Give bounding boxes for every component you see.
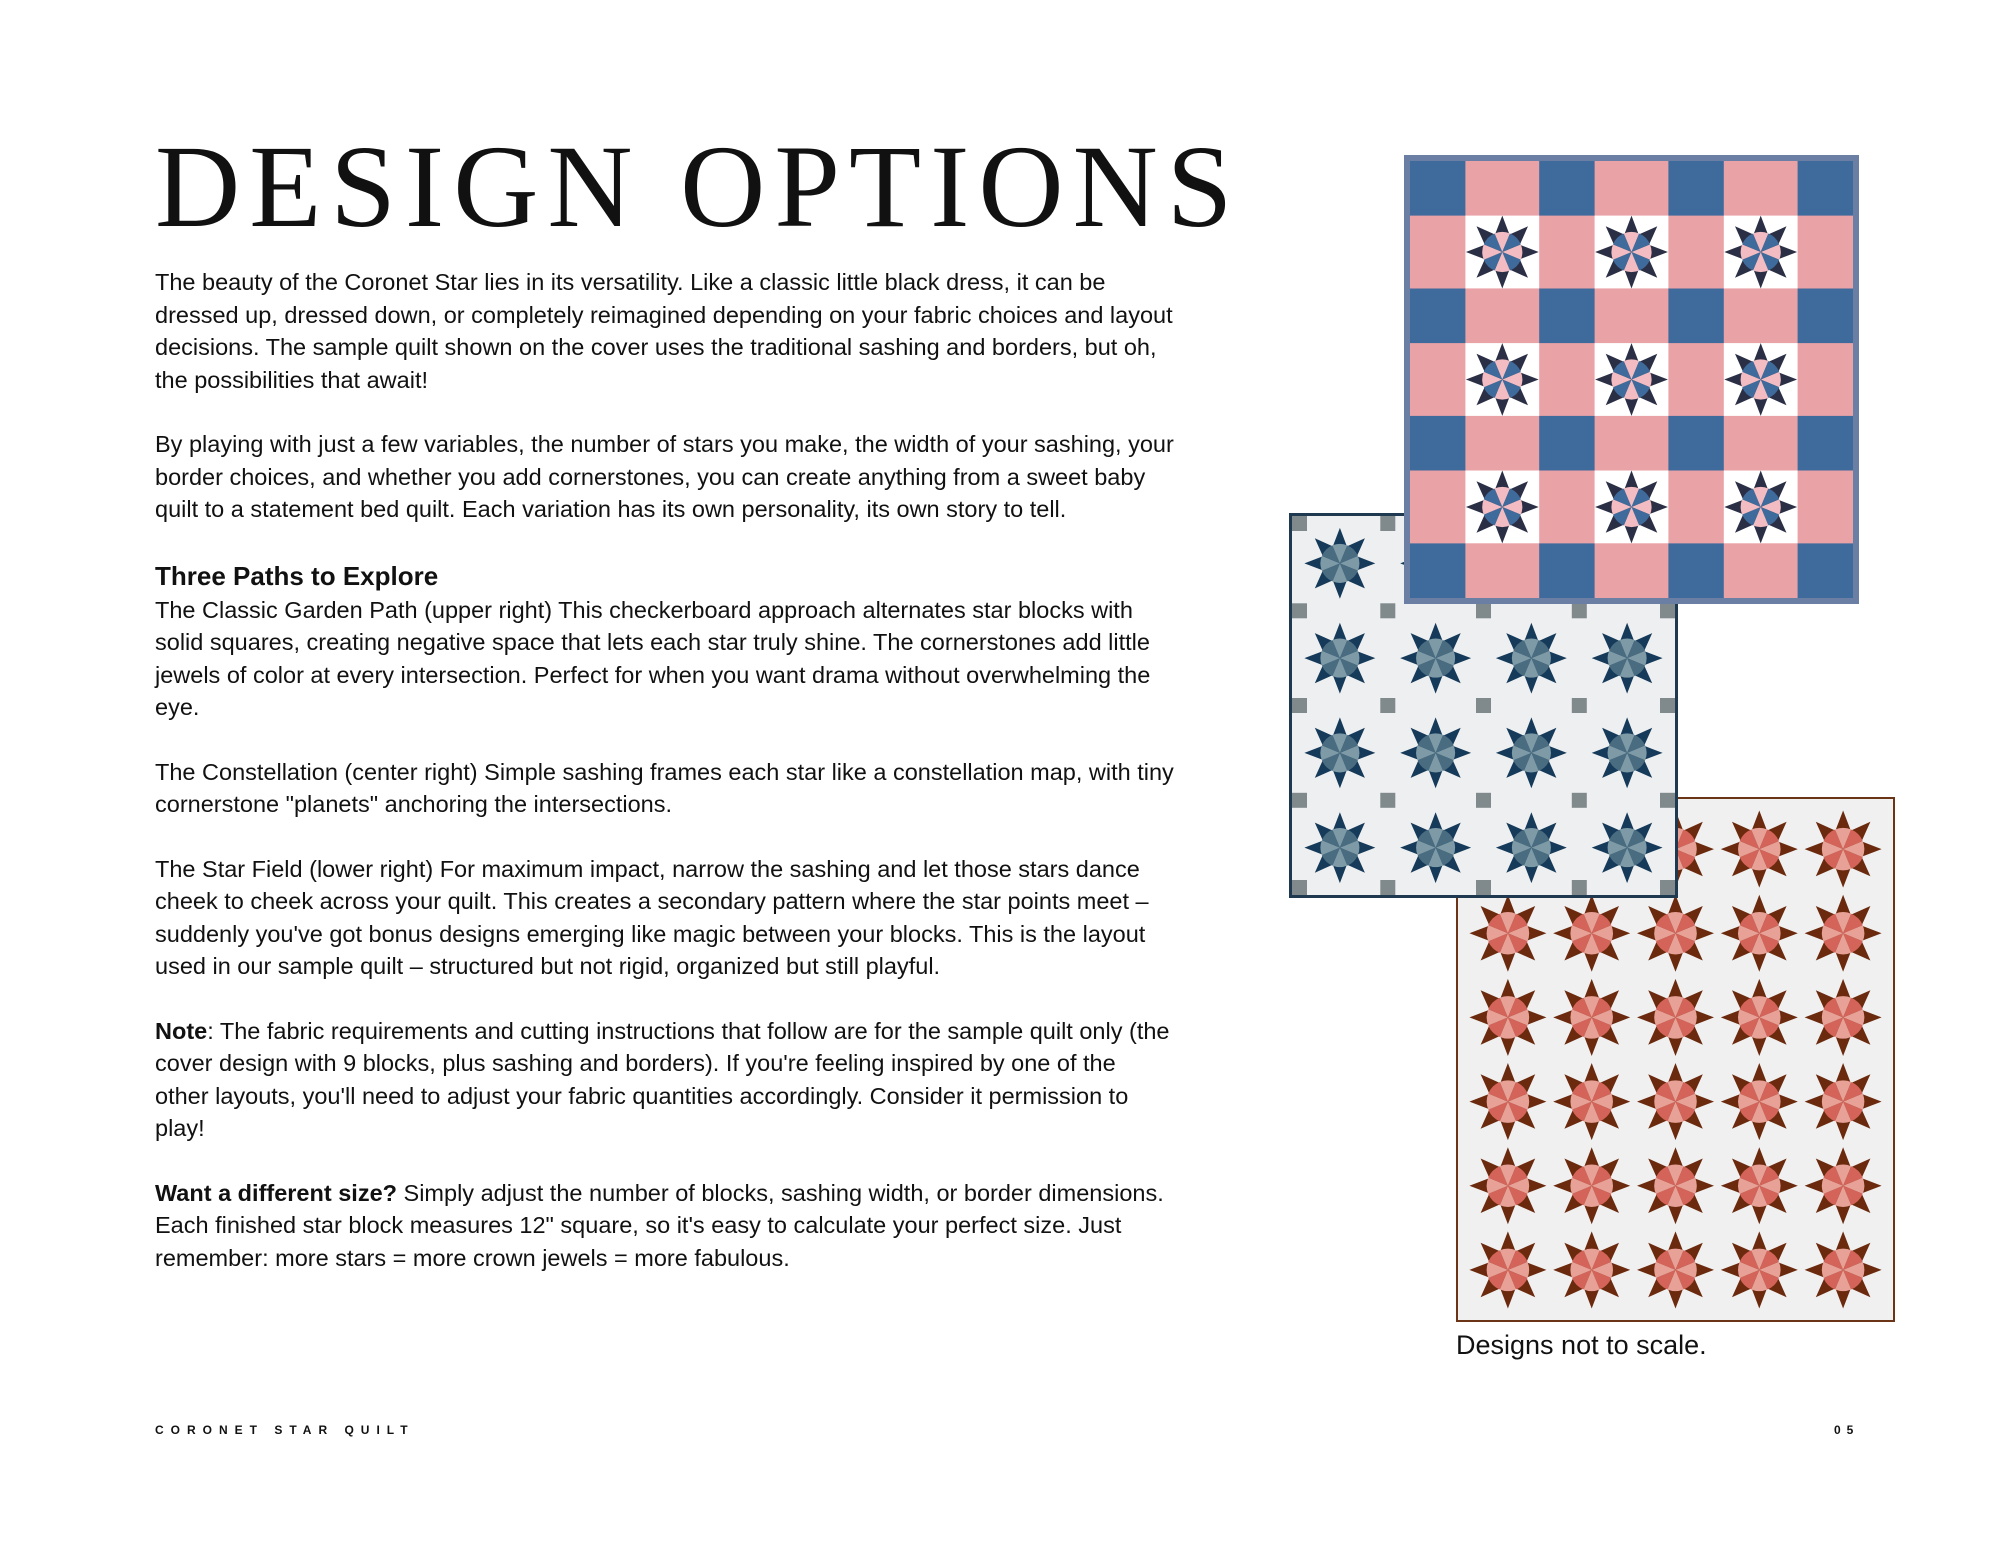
cornerstone bbox=[1660, 603, 1675, 618]
star-block bbox=[1469, 979, 1546, 1056]
star-block bbox=[1304, 717, 1375, 788]
star-block bbox=[1553, 1147, 1630, 1224]
cornerstone bbox=[1539, 161, 1594, 216]
cornerstone bbox=[1660, 698, 1675, 713]
star-block bbox=[1469, 1063, 1546, 1140]
star-block bbox=[1466, 471, 1539, 544]
star-block bbox=[1592, 717, 1663, 788]
star-block bbox=[1469, 1231, 1546, 1308]
cornerstone bbox=[1410, 543, 1465, 598]
intro-paragraph-1: The beauty of the Coronet Star lies in its versatility. Like a classic little black dress, it can be dressed up, dressed down, or completely reimagined depending on your fabric choices and layout decisions. The sample quilt shown on the cover uses the traditional sashing and borders, but oh, the possibilities that await! bbox=[155, 269, 1173, 393]
star-block bbox=[1805, 1147, 1882, 1224]
star-block bbox=[1595, 343, 1668, 416]
cornerstone bbox=[1476, 793, 1491, 808]
star-block bbox=[1469, 895, 1546, 972]
cornerstone bbox=[1476, 603, 1491, 618]
star-block bbox=[1496, 717, 1567, 788]
note-text: : The fabric requirements and cutting instructions that follow are for the sample quilt only (the cover design with 9 blocks, plus sashing and borders). If you're feeling inspired by one of the other layouts, you'll need to adjust your fabric quantities accordingly. Consider it permission to play! bbox=[155, 1017, 1170, 1141]
cornerstone bbox=[1572, 603, 1587, 618]
cornerstone bbox=[1660, 880, 1675, 895]
cornerstone bbox=[1798, 416, 1853, 471]
cornerstone bbox=[1539, 289, 1594, 344]
star-block bbox=[1805, 895, 1882, 972]
cornerstone bbox=[1798, 543, 1853, 598]
cornerstone bbox=[1380, 880, 1395, 895]
star-block bbox=[1595, 471, 1668, 544]
garden-path-quilt-illustration bbox=[1404, 155, 1859, 604]
note-label: Note bbox=[155, 1017, 208, 1044]
star-block bbox=[1724, 216, 1797, 289]
path-garden-paragraph: The Classic Garden Path (upper right) This checkerboard approach alternates star blocks with solid squares, creating negative space that lets each star truly shine. The cornerstones add little jewels of color at every intersection. Perfect for when you want drama without overwhelming the eye. bbox=[155, 596, 1151, 720]
star-block bbox=[1553, 1231, 1630, 1308]
path-constellation-paragraph: The Constellation (center right) Simple sashing frames each star like a constellation map, with tiny cornerstone "planets" anchoring the intersections. bbox=[155, 758, 1174, 817]
star-block bbox=[1637, 1147, 1714, 1224]
footer-title: CORONET STAR QUILT bbox=[155, 1423, 415, 1437]
page-number: 05 bbox=[1834, 1423, 1860, 1437]
cornerstone bbox=[1410, 416, 1465, 471]
star-block bbox=[1724, 343, 1797, 416]
cornerstone bbox=[1660, 793, 1675, 808]
star-block bbox=[1469, 1147, 1546, 1224]
star-block bbox=[1721, 979, 1798, 1056]
star-block bbox=[1595, 216, 1668, 289]
star-block bbox=[1553, 895, 1630, 972]
star-block bbox=[1592, 812, 1663, 883]
cornerstone bbox=[1539, 416, 1594, 471]
star-block bbox=[1304, 623, 1375, 694]
star-block bbox=[1637, 895, 1714, 972]
cornerstone bbox=[1380, 603, 1395, 618]
star-block bbox=[1400, 717, 1471, 788]
star-block bbox=[1805, 811, 1882, 888]
cornerstone bbox=[1798, 161, 1853, 216]
intro-paragraph-2: By playing with just a few variables, the number of stars you make, the width of your sashing, your border choices, and whether you add cornerstones, you can create anything from a sweet baby quilt to a statement bed quilt. Each variation has its own personality, its own story to tell. bbox=[155, 431, 1174, 522]
cornerstone bbox=[1668, 543, 1723, 598]
star-block bbox=[1721, 1231, 1798, 1308]
cornerstone bbox=[1668, 161, 1723, 216]
star-block bbox=[1721, 895, 1798, 972]
star-block bbox=[1592, 623, 1663, 694]
cornerstone bbox=[1572, 793, 1587, 808]
star-block bbox=[1553, 979, 1630, 1056]
cornerstone bbox=[1476, 880, 1491, 895]
cornerstone bbox=[1380, 698, 1395, 713]
star-block bbox=[1304, 812, 1375, 883]
star-block bbox=[1721, 1063, 1798, 1140]
size-tip-label: Want a different size? bbox=[155, 1179, 397, 1206]
star-block bbox=[1805, 1063, 1882, 1140]
path-field-paragraph: The Star Field (lower right) For maximum impact, narrow the sashing and let those stars dance cheek to cheek across your quilt. This creates a secondary pattern where the star points meet – suddenly you've got bonus designs emerging like magic between your blocks. This is the layout used in our sample quilt – structured but not rigid, organized but still playful. bbox=[155, 855, 1149, 979]
cornerstone bbox=[1292, 603, 1307, 618]
star-block bbox=[1400, 812, 1471, 883]
star-block bbox=[1466, 343, 1539, 416]
star-block bbox=[1553, 1063, 1630, 1140]
cornerstone bbox=[1380, 516, 1395, 531]
cornerstone bbox=[1292, 698, 1307, 713]
caption: Designs not to scale. bbox=[1456, 1330, 1707, 1360]
cornerstone bbox=[1798, 289, 1853, 344]
cornerstone bbox=[1668, 289, 1723, 344]
star-block bbox=[1805, 1231, 1882, 1308]
section-heading: Three Paths to Explore bbox=[155, 560, 439, 591]
cornerstone bbox=[1476, 698, 1491, 713]
cornerstone bbox=[1410, 289, 1465, 344]
cornerstone bbox=[1572, 698, 1587, 713]
cornerstone bbox=[1572, 880, 1587, 895]
star-block bbox=[1721, 811, 1798, 888]
star-block bbox=[1466, 216, 1539, 289]
star-block bbox=[1496, 623, 1567, 694]
body-text bbox=[155, 266, 1175, 1306]
star-block bbox=[1496, 812, 1567, 883]
note-paragraph bbox=[155, 1015, 1175, 1145]
star-block bbox=[1637, 1063, 1714, 1140]
cornerstone bbox=[1292, 880, 1307, 895]
star-block bbox=[1637, 979, 1714, 1056]
size-tip-paragraph bbox=[155, 1177, 1175, 1275]
size-tip-text: Simply adjust the number of blocks, sashing width, or border dimensions. Each finished star block measures 12" square, so it's easy to calculate your perfect size. Just remember: more stars = more crown jewels = more fabulous. bbox=[155, 1179, 1164, 1271]
page-title: DESIGN OPTIONS bbox=[155, 121, 1242, 252]
cornerstone bbox=[1292, 793, 1307, 808]
star-block bbox=[1304, 528, 1375, 599]
star-block bbox=[1805, 979, 1882, 1056]
cornerstone bbox=[1668, 416, 1723, 471]
cornerstone bbox=[1539, 543, 1594, 598]
star-block bbox=[1637, 1231, 1714, 1308]
cornerstone bbox=[1380, 793, 1395, 808]
star-block bbox=[1724, 471, 1797, 544]
star-block bbox=[1400, 623, 1471, 694]
cornerstone bbox=[1410, 161, 1465, 216]
star-block bbox=[1721, 1147, 1798, 1224]
cornerstone bbox=[1292, 516, 1307, 531]
